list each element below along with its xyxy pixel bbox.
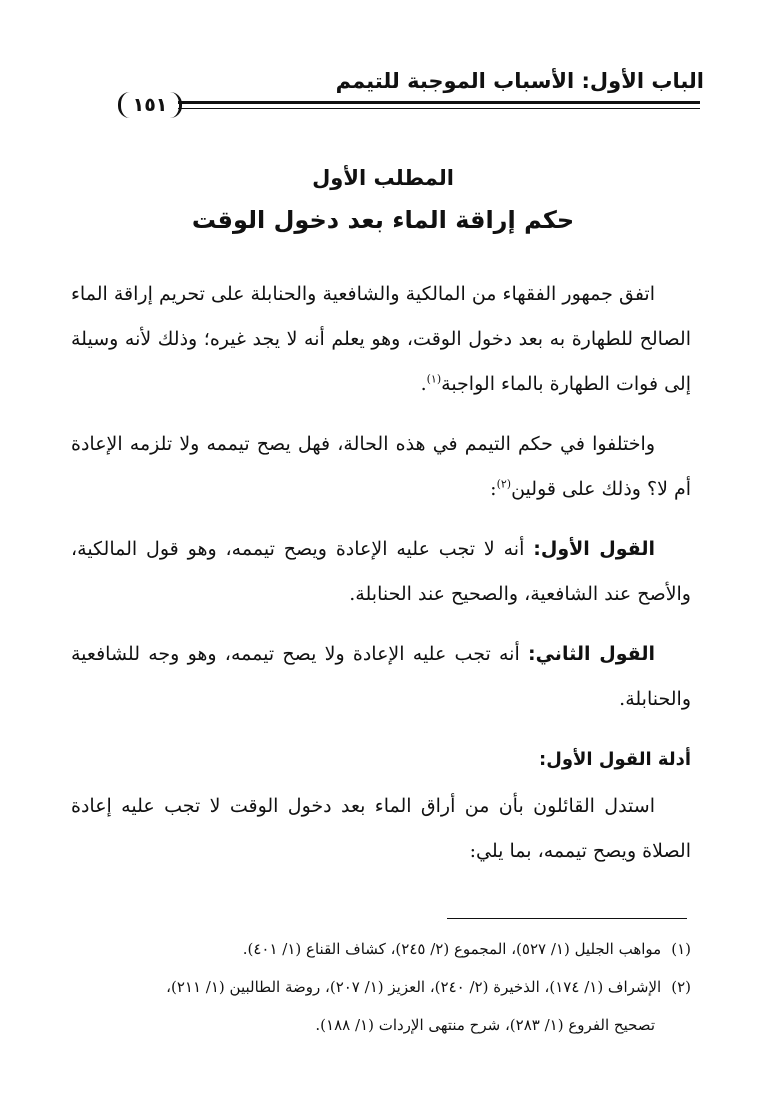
second-opinion-label: القول الثاني: (527, 643, 656, 665)
body-text (71, 272, 691, 889)
section-label: المطلب الأول (312, 166, 454, 190)
paragraph-text: أنه تجب عليه الإعادة ولا يصح تيممه، وهو وجه للشافعية والحنابلة. (71, 643, 691, 710)
header-rule (178, 101, 700, 104)
paragraph-text: واختلفوا في حكم التيمم في هذه الحالة، فهل يصح تيممه ولا تلزمه الإعادة أم لا؟ وذلك على قولين (71, 433, 691, 500)
paragraph-end: . (420, 373, 427, 395)
footnote-1 (71, 930, 691, 968)
paragraph-disagreement (71, 422, 691, 512)
paragraph-text: أنه لا تجب عليه الإعادة ويصح تيممه، وهو قول المالكية، والأصح عند الشافعية، والصحيح عند الحنابلة. (71, 538, 691, 605)
footnotes (71, 930, 691, 1044)
paragraph-end: : (490, 478, 497, 500)
footnote-number: (١) (671, 940, 691, 958)
header-rule-thin (178, 108, 700, 109)
running-header-title: الباب الأول: الأسباب الموجبة للتيمم (335, 69, 704, 93)
footnote-2 (71, 968, 691, 1006)
page-number (118, 92, 182, 118)
page-number-text: ١٥١ (132, 94, 168, 116)
paragraph-agreement (71, 272, 691, 407)
footnote-text: الإشراف (١/ ١٧٤)، الذخيرة (٢/ ٢٤٠)، العزيز (١/ ٢٠٧)، روضة الطالبين (١/ ٢١١)، (166, 978, 662, 996)
paragraph-first-opinion (71, 527, 691, 617)
paragraph-evidence (71, 784, 691, 874)
footnote-text: تصحيح الفروع (١/ ٢٨٣)، شرح منتهى الإردات (١/ ١٨٨). (315, 1016, 655, 1034)
evidence-subheading: أدلة القول الأول: (539, 749, 691, 770)
footnote-ref-1: (١) (426, 372, 442, 386)
footnote-2-continued (71, 1006, 691, 1044)
paragraph-second-opinion (71, 632, 691, 722)
paragraph-text: استدل القائلون بأن من أراق الماء بعد دخول الوقت لا تجب عليه إعادة الصلاة ويصح تيممه، بما يلي: (71, 795, 691, 862)
footnote-text: مواهب الجليل (١/ ٥٢٧)، المجموع (٢/ ٢٤٥)، كشاف القناع (١/ ٤٠١). (242, 940, 662, 958)
paragraph-text: اتفق جمهور الفقهاء من المالكية والشافعية والحنابلة على تحريم إراقة الماء الصالح للطهارة به بعد دخول الوقت، وهو يعلم أنه لا يجد غيره؛ وذلك لأنه وسيلة إلى فوات الطهارة بالماء الواجبة (71, 283, 691, 395)
first-opinion-label: القول الأول: (533, 538, 655, 560)
section-title: حكم إراقة الماء بعد دخول الوقت (191, 206, 575, 234)
footnote-divider (447, 918, 687, 919)
footnote-number: (٢) (671, 978, 691, 996)
footnote-ref-2: (٢) (496, 477, 512, 491)
